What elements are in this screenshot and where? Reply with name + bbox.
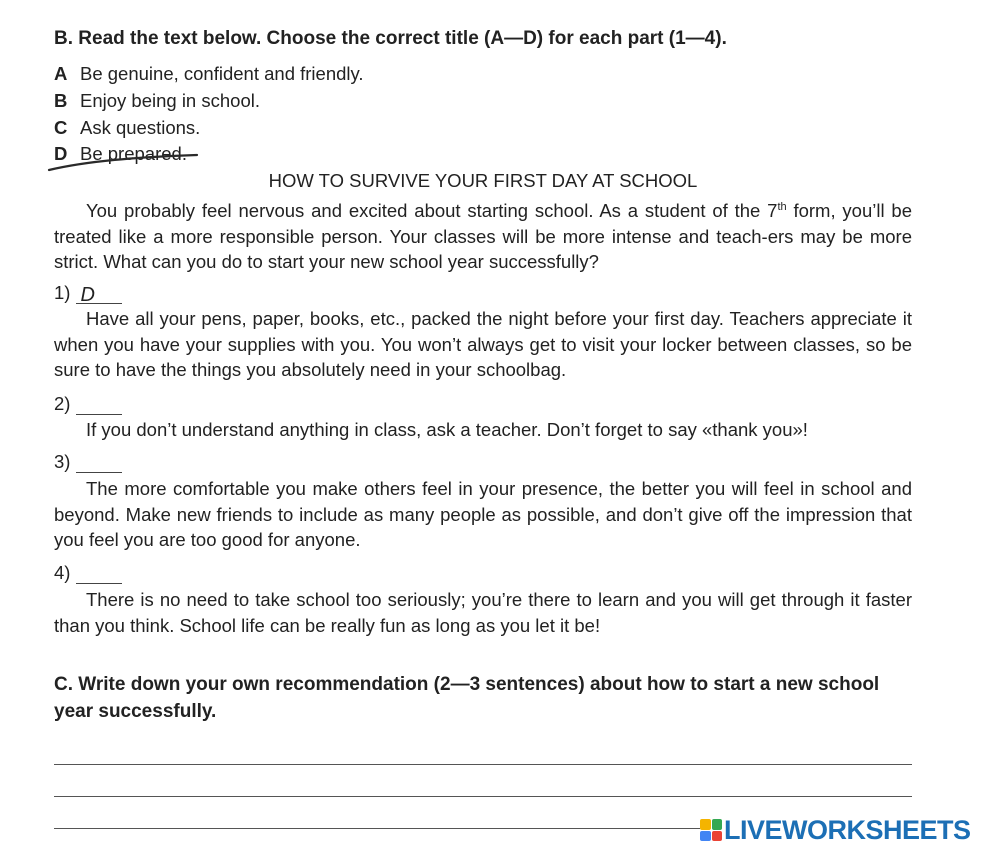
liveworksheets-logo-icon [700,819,722,841]
brand-name: LIVEWORKSHEETS [724,814,971,845]
answer-value: D [80,284,95,306]
part-number: 3) [54,451,71,472]
option-text: Be genuine, confident and friendly. [80,63,364,84]
intro-superscript: th [777,201,787,213]
option-text: Enjoy being in school. [80,90,260,111]
option-text: Be prepared. [80,143,187,164]
part-2-text: If you don’t understand anything in class, ask a teacher. Don’t forget to say «thank you»! [86,419,808,440]
part-4-text: There is no need to take school too seriously; you’re there to learn and you will get through it faster than you think. School life can be really fun as long as you let it be! [54,589,912,636]
part-2-number-row [54,393,122,415]
part-number: 2) [54,393,71,414]
option-b [54,90,260,112]
intro-text-1: You probably feel nervous and excited about starting school. As a student of the 7 [86,200,778,222]
part-3-text: The more comfortable you make others feel in your presence, the better you will feel in school and beyond. Make new friends to include as many people as possible, and don’t give off the impression that you feel you are too good for anyone. [54,478,912,550]
article-intro [54,195,912,275]
answer-blank-4[interactable] [76,564,122,584]
task-b-heading: B. Read the text below. Choose the correct title (A—D) for each part (1—4). [54,28,727,49]
writing-line-1[interactable] [54,764,912,765]
option-letter: D [54,143,68,164]
answer-blank-2[interactable] [76,395,122,415]
answer-blank-3[interactable] [76,453,122,473]
option-c [54,117,200,139]
writing-line-3[interactable] [54,828,700,829]
part-4-number-row [54,562,122,584]
part-1-text: Have all your pens, paper, books, etc., packed the night before your first day. Teachers appreciate it when you have your supplies with you. You won’t always get to visit your locker between classes, so be sure to have the things you absolutely need in your schoolbag. [54,308,912,380]
part-number: 4) [54,562,71,583]
option-letter: B [54,90,68,111]
part-3-number-row [54,451,122,473]
article-title: HOW TO SURVIVE YOUR FIRST DAY AT SCHOOL [268,170,698,191]
part-1-number-row [54,282,122,304]
option-text: Ask questions. [80,117,201,138]
part-number: 1) [54,282,71,303]
option-letter: A [54,63,68,84]
option-a [54,63,364,85]
task-c-heading: C. Write down your own recommendation (2—3 sentences) about how to start a new school year successfully. [54,674,880,722]
intro-text-2: form, you’ll be treated like a more responsible person. Your classes will be more intense and teach-ers may be more strict. What can you do to start your new school year successfully? [54,200,912,273]
answer-blank-1[interactable] [76,284,122,304]
liveworksheets-brand [700,814,995,846]
option-letter: C [54,117,68,138]
writing-line-2[interactable] [54,796,912,797]
